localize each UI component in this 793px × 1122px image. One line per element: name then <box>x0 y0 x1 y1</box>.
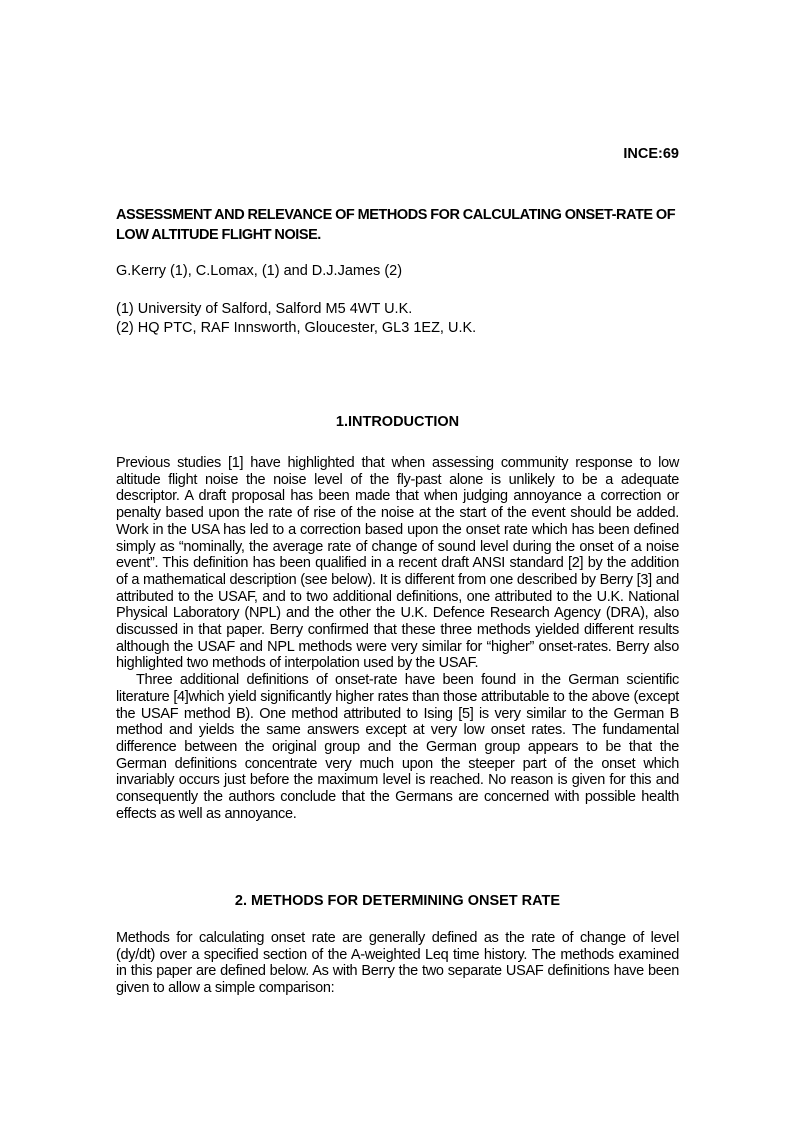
introduction-paragraph-2: Three additional definitions of onset-rate have been found in the German scientific literature [4]which yield significantly higher rates than those attributable to the above (except the USAF method B). One method attributed to Ising [5] is very similar to the German B method and yields the same answers except at very low onset rates. The fundamental difference between the original group and the German group appears to be that the German definitions concentrate very much upon the steeper part of the onset which invariably occurs just before the maximum level is reached. No reason is given for this and consequently the authors conclude that the Germans are concerned with possible health effects as well as annoyance. <box>116 672 679 822</box>
section-heading-introduction: 1.INTRODUCTION <box>335 414 460 430</box>
affiliation-1: (1) University of Salford, Salford M5 4WT U.K. <box>116 301 413 317</box>
section-heading-methods: 2. METHODS FOR DETERMINING ONSET RATE <box>234 893 561 909</box>
introduction-body <box>116 455 679 822</box>
methods-body <box>116 930 679 997</box>
introduction-paragraph-1: Previous studies [1] have highlighted that when assessing community response to low altitude flight noise the noise level of the fly-past alone is unlikely to be a adequate descriptor. A draft proposal has been made that when judging annoyance a correction or penalty based upon the rate of rise of the noise at the start of the event should be added. Work in the USA has led to a correction based upon the onset rate which has been defined simply as “nominally, the average rate of change of sound level during the onset of a noise event”. This definition has been qualified in a recent draft ANSI standard [2] by the addition of a mathematical description (see below). It is different from one described by Berry [3] and attributed to the USAF, and to two additional definitions, one attributed to the U.K. National Physical Laboratory (NPL) and the other the U.K. Defence Research Agency (DRA), also discussed in that paper. Berry confirmed that these three methods yielded different results although the USAF and NPL methods were very similar for “higher” onset-rates. Berry also highlighted two methods of interpolation used by the USAF. <box>116 455 679 672</box>
paper-reference-id: INCE:69 <box>623 146 679 162</box>
affiliation-2: (2) HQ PTC, RAF Innsworth, Gloucester, GL3 1EZ, U.K. <box>116 320 477 336</box>
paper-title: ASSESSMENT AND RELEVANCE OF METHODS FOR CALCULATING ONSET-RATE OF LOW ALTITUDE FLIGHT NOISE. <box>116 207 676 243</box>
paper-authors: G.Kerry (1), C.Lomax, (1) and D.J.James (2) <box>116 263 403 279</box>
methods-paragraph-1: Methods for calculating onset rate are generally defined as the rate of change of level (dy/dt) over a specified section of the A-weighted Leq time history. The methods examined in this paper are defined below. As with Berry the two separate USAF definitions have been given to allow a simple comparison: <box>116 930 679 997</box>
affiliations-block <box>116 300 476 338</box>
